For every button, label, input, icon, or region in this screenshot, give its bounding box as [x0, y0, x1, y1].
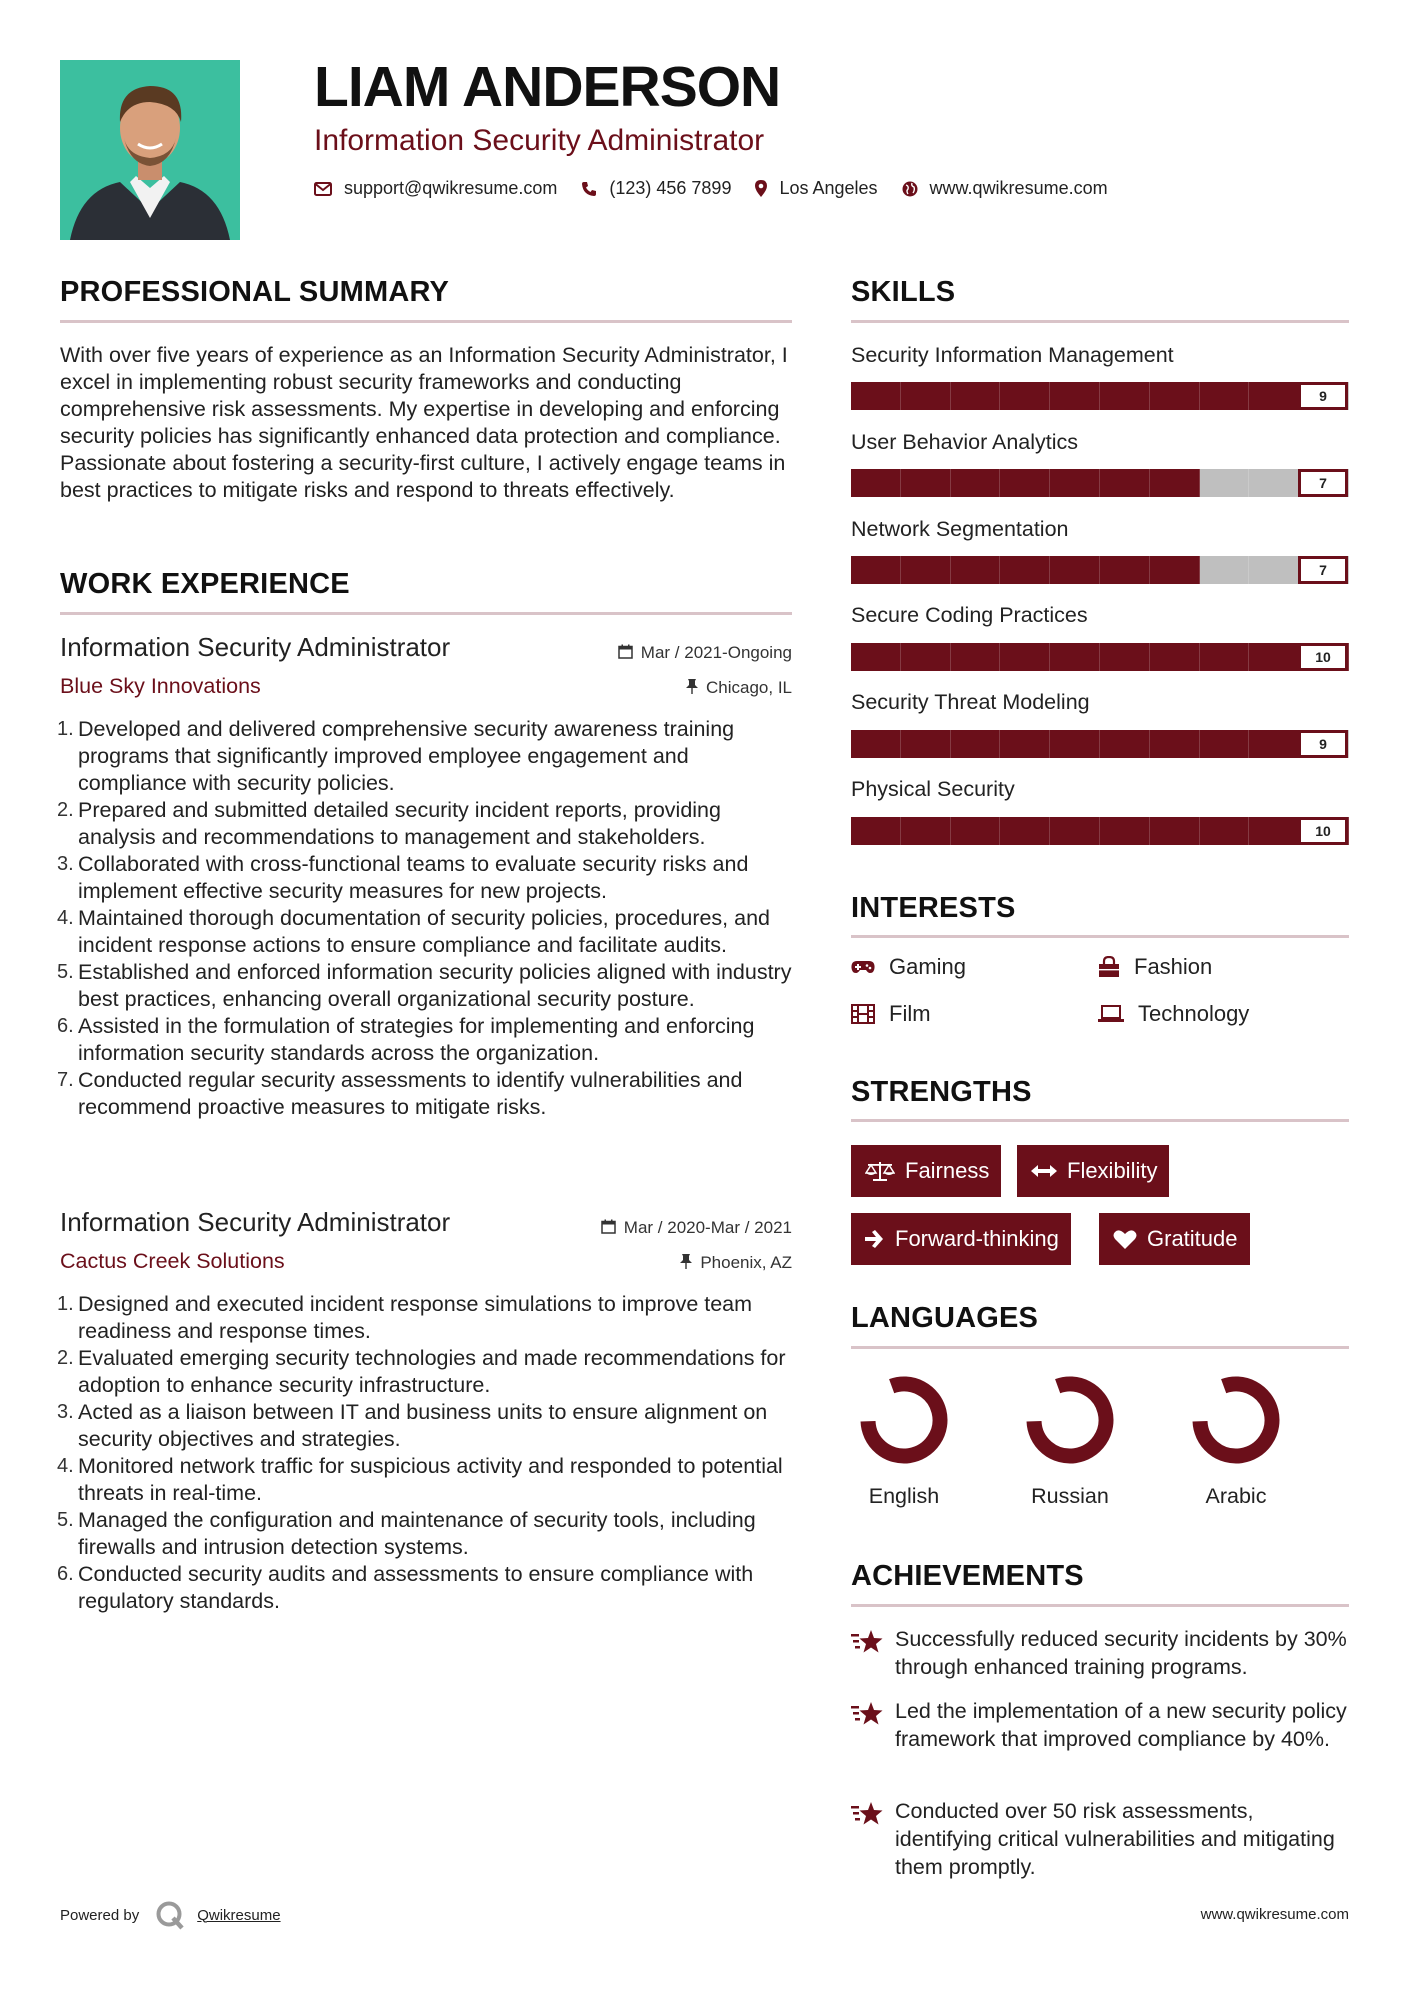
- skill-score: 9: [1298, 382, 1348, 410]
- strength-badge: [851, 1145, 1001, 1197]
- skill-bar-segment: [1249, 817, 1299, 845]
- skill-bar-segment: [1100, 817, 1150, 845]
- strengths-divider: [851, 1119, 1349, 1122]
- scale-icon: [865, 1160, 895, 1182]
- achievement-text: Successfully reduced security incidents by 30% through enhanced training programs.: [895, 1627, 1347, 1679]
- job-2-location: [520, 1253, 792, 1273]
- achievement-text: Led the implementation of a new security policy framework that improved compliance by 40%.: [895, 1699, 1347, 1751]
- film-icon: [851, 1004, 875, 1024]
- job-2-dates: [500, 1218, 792, 1238]
- candidate-title: Information Security Administrator: [314, 124, 765, 157]
- skill-bar-segment: [1150, 730, 1200, 758]
- skill-bar-segment: [1050, 556, 1100, 584]
- interest-label: Fashion: [1134, 954, 1213, 979]
- list-item: 6. Assisted in the formulation of strategies for implementing and enforcing information security standards across the organization.: [57, 1014, 755, 1065]
- skill-bar: [851, 382, 1349, 410]
- skill-bar-segment: [1200, 817, 1250, 845]
- skill-bar-segment: [901, 469, 951, 497]
- language-arabic: [1176, 1372, 1296, 1509]
- candidate-name: LIAM ANDERSON: [314, 55, 781, 119]
- skill-bar-segment: [951, 643, 1001, 671]
- strength-label: Forward-thinking: [895, 1226, 1059, 1251]
- skill-label: Security Threat Modeling: [851, 690, 1090, 714]
- phone-icon: [581, 181, 597, 197]
- powered-by-text: Powered by: [60, 1906, 140, 1924]
- contact-location: [755, 178, 877, 199]
- strength-badge: [1099, 1213, 1250, 1265]
- star-trophy-icon: [851, 1797, 895, 1881]
- summary-heading: PROFESSIONAL SUMMARY: [60, 276, 450, 308]
- bag-icon: [1098, 956, 1120, 978]
- job-2-location-text: Phoenix, AZ: [700, 1253, 792, 1272]
- skill-bar-segment: [901, 556, 951, 584]
- strength-badge: [851, 1213, 1071, 1265]
- skill-bar-segment: [851, 817, 901, 845]
- language-russian: [1010, 1372, 1130, 1509]
- skill-bar: [851, 730, 1349, 758]
- achievement-item: [851, 1697, 1351, 1753]
- job-1-dates: [520, 643, 792, 663]
- skill-score: 7: [1298, 469, 1348, 497]
- skill-bar-segment: [1050, 469, 1100, 497]
- job-1-bullets: [57, 716, 795, 1121]
- skill-bar: [851, 556, 1349, 584]
- skill-bar-segment: [1050, 730, 1100, 758]
- job-2-title: Information Security Administrator: [60, 1207, 451, 1237]
- contact-phone[interactable]: [581, 178, 731, 199]
- skill-bar-segment: [1150, 382, 1200, 410]
- experience-heading: WORK EXPERIENCE: [60, 568, 350, 600]
- skills-divider: [851, 320, 1349, 323]
- heart-icon: [1113, 1229, 1137, 1250]
- skill-score: 9: [1298, 730, 1348, 758]
- skill-bar-segment: [1100, 643, 1150, 671]
- job-1-company: Blue Sky Innovations: [60, 674, 261, 698]
- list-item: 5. Managed the configuration and maintenance of security tools, including firewalls and intrusion detection systems.: [57, 1508, 756, 1559]
- job-2-bullets: [57, 1291, 795, 1615]
- contact-website-text: www.qwikresume.com: [929, 178, 1108, 198]
- skill-label: Network Segmentation: [851, 517, 1069, 541]
- skill-bar-segment: [1150, 469, 1200, 497]
- language-ring: [1022, 1372, 1118, 1468]
- skill-bar-segment: [901, 643, 951, 671]
- skill-bar-segment: [1150, 643, 1200, 671]
- interests-heading: INTERESTS: [851, 892, 1016, 924]
- skill-bar-segment: [1150, 556, 1200, 584]
- contact-website[interactable]: [902, 178, 1108, 199]
- skill-bar-segment: [901, 382, 951, 410]
- envelope-icon: [314, 182, 332, 196]
- skill-bar-segment: [951, 556, 1001, 584]
- skill-bar-segment: [1200, 469, 1250, 497]
- skill-bar-segment: [851, 469, 901, 497]
- skill-bar-segment: [1000, 643, 1050, 671]
- skill-bar: [851, 469, 1349, 497]
- job-1-dates-text: Mar / 2021-Ongoing: [640, 643, 792, 662]
- skill-label: Security Information Management: [851, 343, 1174, 367]
- skill-bar-segment: [1000, 382, 1050, 410]
- list-item: 1. Designed and executed incident response simulations to improve team readiness and response times.: [57, 1292, 753, 1343]
- contact-row: [314, 178, 1132, 199]
- skill-bar-segment: [951, 382, 1001, 410]
- list-item: 3. Collaborated with cross-functional teams to evaluate security risks and implement effective security measures for new projects.: [57, 852, 749, 903]
- arrows-horizontal-icon: [1031, 1164, 1057, 1178]
- contact-location-text: Los Angeles: [779, 178, 878, 198]
- language-label: Arabic: [1205, 1484, 1267, 1508]
- skill-label: Secure Coding Practices: [851, 603, 1088, 627]
- map-pin-icon: [755, 180, 767, 197]
- gamepad-icon: [851, 960, 875, 974]
- globe-icon: [902, 181, 918, 197]
- language-ring: [856, 1372, 952, 1468]
- star-trophy-icon: [851, 1697, 895, 1753]
- job-2-company: Cactus Creek Solutions: [60, 1249, 285, 1273]
- strength-label: Fairness: [905, 1158, 990, 1183]
- skill-bar-segment: [1200, 382, 1250, 410]
- skill-bar-segment: [1050, 382, 1100, 410]
- achievement-text: Conducted over 50 risk assessments, identifying critical vulnerabilities and mitigating them promptly.: [895, 1799, 1335, 1879]
- skill-bar-segment: [1100, 469, 1150, 497]
- skill-bar-segment: [1000, 730, 1050, 758]
- language-english: [844, 1372, 964, 1509]
- summary-text: With over five years of experience as an Information Security Administrator, I excel in implementing robust security frameworks and conducting comprehensive risk assessments. My expertise in developing and enforcing security policies has significantly enhanced data protection and compliance. Passionate about fostering a security-first culture, I actively engage teams in best practices to mitigate risks and respond to threats effectively.: [60, 343, 788, 502]
- interest-film: [851, 1001, 931, 1027]
- interests-divider: [851, 935, 1349, 938]
- achievement-item: [851, 1625, 1351, 1681]
- language-ring: [1188, 1372, 1284, 1468]
- pushpin-icon: [680, 1254, 692, 1273]
- interest-gaming: [851, 954, 966, 980]
- achievements-heading: ACHIEVEMENTS: [851, 1560, 1084, 1592]
- language-level-arc: [1034, 1384, 1106, 1456]
- skill-bar-segment: [1249, 469, 1299, 497]
- languages-divider: [851, 1346, 1349, 1349]
- strength-badge: [1017, 1145, 1169, 1197]
- qwikresume-link[interactable]: Qwikresume: [197, 1906, 281, 1924]
- interest-fashion: [1098, 954, 1212, 980]
- profile-photo-illustration: [60, 60, 240, 240]
- interest-label: Film: [889, 1001, 931, 1026]
- interest-label: Technology: [1138, 1001, 1250, 1026]
- skill-bar-segment: [1249, 730, 1299, 758]
- list-item: 1. Developed and delivered comprehensive security awareness training programs that significantly improved employee engagement and compliance with security policies.: [57, 717, 735, 795]
- language-label: Russian: [1031, 1484, 1109, 1508]
- skill-bar-segment: [1200, 556, 1250, 584]
- list-item: 7. Conducted regular security assessments to identify vulnerabilities and recommend proactive measures to mitigate risks.: [57, 1068, 743, 1119]
- list-item: 5. Established and enforced information security policies aligned with industry best practices, enhancing overall organizational security posture.: [57, 960, 792, 1011]
- skill-bar-segment: [1150, 817, 1200, 845]
- skill-bar-segment: [1249, 643, 1299, 671]
- laptop-icon: [1098, 1005, 1124, 1023]
- skill-bar: [851, 817, 1349, 845]
- experience-divider: [60, 612, 792, 615]
- skill-bar-segment: [1249, 556, 1299, 584]
- list-item: 2. Evaluated emerging security technologies and made recommendations for adoption to enhance security infrastructure.: [57, 1346, 786, 1397]
- profile-photo: [60, 60, 240, 240]
- job-1-location-text: Chicago, IL: [706, 678, 792, 697]
- contact-email[interactable]: [314, 178, 557, 199]
- calendar-icon: [601, 1219, 616, 1238]
- skill-bar: [851, 643, 1349, 671]
- skill-score: 10: [1298, 643, 1348, 671]
- skill-bar-segment: [1000, 556, 1050, 584]
- skill-bar-segment: [951, 469, 1001, 497]
- skill-bar-segment: [851, 730, 901, 758]
- interest-technology: [1098, 1001, 1249, 1027]
- skill-bar-segment: [851, 556, 901, 584]
- skill-score: 7: [1298, 556, 1348, 584]
- skill-bar-segment: [951, 730, 1001, 758]
- skill-label: Physical Security: [851, 777, 1015, 801]
- qwikresume-logo-icon: [155, 1900, 185, 1930]
- contact-phone-text: (123) 456 7899: [609, 178, 732, 198]
- language-level-arc: [1200, 1384, 1272, 1456]
- calendar-icon: [618, 644, 633, 663]
- skill-bar-segment: [851, 382, 901, 410]
- skill-bar-segment: [1100, 556, 1150, 584]
- languages-heading: LANGUAGES: [851, 1302, 1039, 1334]
- list-item: 6. Conducted security audits and assessments to ensure compliance with regulatory standards.: [57, 1562, 754, 1613]
- skill-bar-segment: [1000, 469, 1050, 497]
- job-1-title: Information Security Administrator: [60, 632, 451, 662]
- skill-bar-segment: [951, 817, 1001, 845]
- skill-bar-segment: [1200, 643, 1250, 671]
- skill-bar-segment: [1100, 382, 1150, 410]
- skill-bar-segment: [1249, 382, 1299, 410]
- job-1-location: [520, 678, 792, 698]
- strength-label: Gratitude: [1147, 1226, 1238, 1251]
- pushpin-icon: [686, 679, 698, 698]
- star-trophy-icon: [851, 1625, 895, 1681]
- skill-bar-segment: [1000, 817, 1050, 845]
- skill-bar-segment: [901, 817, 951, 845]
- strengths-heading: STRENGTHS: [851, 1076, 1032, 1108]
- skills-heading: SKILLS: [851, 276, 956, 308]
- skill-score: 10: [1298, 817, 1348, 845]
- achievements-divider: [851, 1604, 1349, 1607]
- skill-bar-segment: [1050, 817, 1100, 845]
- arrow-right-icon: [865, 1229, 885, 1249]
- skill-label: User Behavior Analytics: [851, 430, 1079, 454]
- footer-powered-by: [60, 1900, 281, 1930]
- skill-bar-segment: [851, 643, 901, 671]
- list-item: 2. Prepared and submitted detailed security incident reports, providing analysis and recommendations to management and stakeholders.: [57, 798, 721, 849]
- list-item: 3. Acted as a liaison between IT and business units to ensure alignment on security objectives and strategies.: [57, 1400, 768, 1451]
- contact-email-text: support@qwikresume.com: [344, 178, 558, 198]
- skill-bar-segment: [901, 730, 951, 758]
- footer-website[interactable]: www.qwikresume.com: [1200, 1906, 1349, 1923]
- language-level-arc: [868, 1384, 940, 1456]
- strength-label: Flexibility: [1067, 1158, 1158, 1183]
- list-item: 4. Monitored network traffic for suspicious activity and responded to potential threats in real-time.: [57, 1454, 783, 1505]
- skill-bar-segment: [1050, 643, 1100, 671]
- skill-bar-segment: [1200, 730, 1250, 758]
- summary-divider: [60, 320, 792, 323]
- job-2-dates-text: Mar / 2020-Mar / 2021: [623, 1218, 792, 1237]
- skill-bar-segment: [1100, 730, 1150, 758]
- list-item: 4. Maintained thorough documentation of security policies, procedures, and incident response actions to ensure compliance and facilitate audits.: [57, 906, 770, 957]
- interest-label: Gaming: [889, 954, 967, 979]
- achievement-item: [851, 1797, 1351, 1881]
- language-label: English: [868, 1484, 940, 1508]
